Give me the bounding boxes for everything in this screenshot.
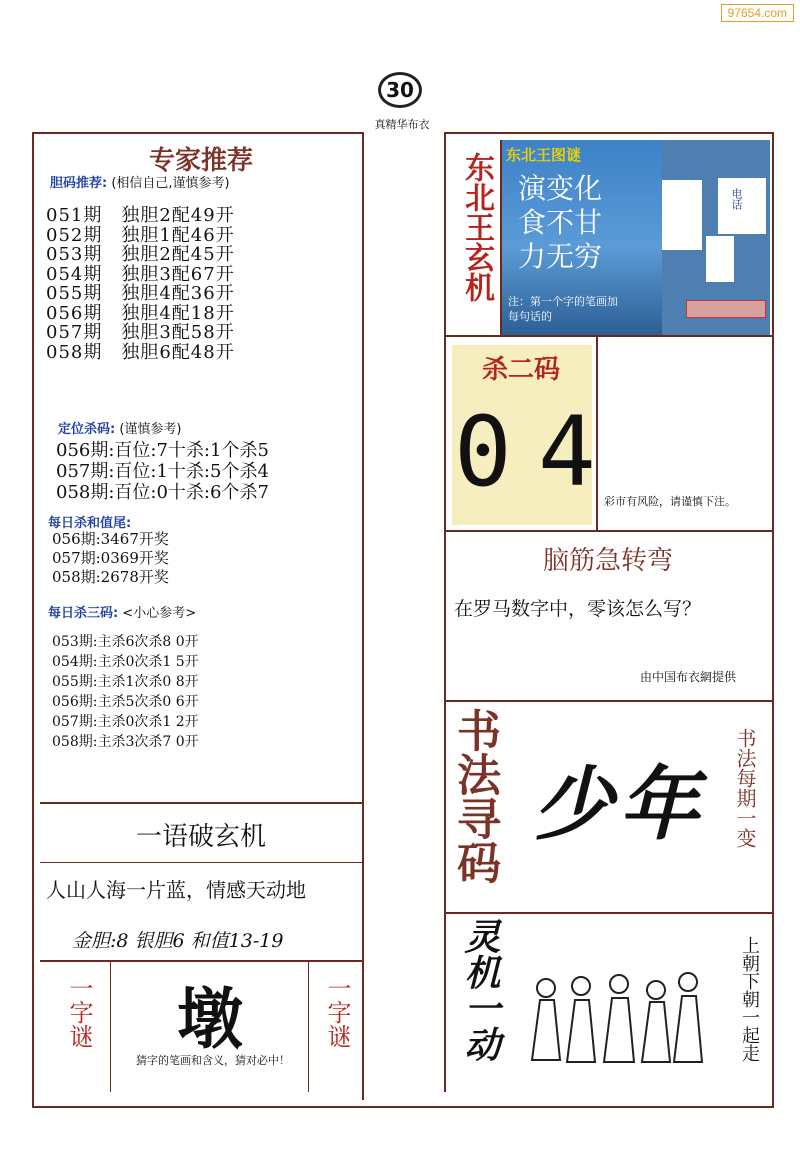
list-item: 055期:主杀1次杀0 8开 [52,674,199,690]
list-item: 053期 独胆2配45开 [46,244,235,265]
list-item: 058期:主杀3次杀7 0开 [52,734,199,750]
list-item: 055期 独胆4配36开 [46,283,235,304]
divider-kill-v [596,337,598,530]
yiyu-text: 人山人海一片蓝，情感天动地 [46,878,306,902]
ne-mask [706,236,734,282]
riddle-label-right: 一字谜 [323,976,351,1048]
list-item: 058期:2678开奖 [52,568,169,586]
ne-poem-line: 食不甘 [518,206,603,239]
divider-riddle-l [110,962,111,1092]
figure-3-head [610,975,628,993]
dan-label: 胆码推荐: [50,176,108,191]
three-list [52,632,199,752]
divider-riddle [40,960,362,962]
kill-label: 定位杀码: [58,422,116,437]
list-item: 056期:百位:7十杀:1个杀5 [56,440,269,461]
list-item: 056期:3467开奖 [52,530,169,548]
kill-two-warn: 彩市有风险，请谨慎下注。 [604,495,736,508]
header-subtitle: 真精华布衣 [374,118,430,131]
riddle-label-left: 一字谜 [65,976,93,1048]
list-item: 054期:主杀0次杀1 5开 [52,654,199,670]
site-badge[interactable]: 97654.com [721,4,794,22]
ne-poem [518,172,602,274]
kill-note: (谨慎参考) [119,422,182,437]
divider-riddle-r [308,962,309,1092]
brain-question: 在罗马数字中，零该怎么写？ [454,598,702,620]
figure-4 [642,1002,670,1062]
figure-2-head [572,977,590,995]
list-item: 051期 独胆2配49开 [46,205,235,226]
calli-side: 书法每期一变 [733,728,757,848]
kill-two-panel [452,345,596,525]
figure-1 [532,1000,560,1060]
ne-banner-right [662,140,770,335]
three-note: <小心参考> [122,606,197,621]
ne-label: 东北王玄机 [459,152,494,302]
ne-banner [502,140,662,335]
logo-seal: 30 [378,72,422,108]
list-item: 058期 独胆6配48开 [46,341,235,363]
divider-kill [444,530,772,532]
frame-right [772,132,774,1108]
frame-top-right [444,132,774,134]
calli-chars: 少年 [533,757,705,851]
ne-poem-line: 演变化 [518,172,603,205]
figure-5-head [679,973,697,991]
kill-two-digit-1: 4 [538,396,596,508]
ne-stamp [686,300,766,318]
figure-4-head [647,981,665,999]
divider-ne [444,335,772,337]
expert-title: 专家推荐 [148,146,253,176]
figure-2 [567,1000,595,1062]
figure-3 [604,998,634,1062]
divider-brain [444,700,772,702]
frame-top-left [32,132,362,134]
riddle-char: 墩 [177,980,243,1058]
list-item: 053期:主杀6次杀8 0开 [52,634,199,650]
kill-header [58,418,182,437]
list-item: 057期:主杀0次杀1 2开 [52,714,199,730]
list-item: 056期 独胆4配18开 [46,302,235,324]
ne-mask [662,180,702,250]
list-item: 057期:百位:1十杀:5个杀4 [56,461,269,482]
divider-expert [40,802,362,804]
list-item: 052期 独胆1配46开 [46,224,235,246]
lingji-side: 上朝下朝一起走 [739,936,760,1062]
list-item: 054期 独胆3配67开 [46,263,235,285]
dan-note: (相信自己,谨慎参考) [111,176,230,191]
kill-two-title: 杀二码 [482,355,561,385]
yiyu-title: 一语破玄机 [135,822,266,852]
sum-list [52,530,169,587]
brain-title: 脑筋急转弯 [542,546,673,576]
list-item: 056期:主杀5次杀0 6开 [52,694,199,710]
lingji-label: 灵机一动 [459,918,501,1062]
divider-calli [444,912,772,914]
brain-credit: 由中国布衣網提供 [640,670,737,684]
figure-5 [674,996,702,1062]
kill-list [56,440,269,503]
ne-banner-title: 东北王图谜 [506,146,582,164]
list-item: 057期 独胆3配58开 [46,322,235,343]
list-item: 058期:百位:0十杀:6个杀7 [56,482,269,503]
list-item: 057期:0369开奖 [52,549,169,567]
three-header [48,602,196,621]
frame-left [32,132,34,1108]
yiyu-gold: 金胆:8 银胆6 和值13-19 [72,930,284,952]
frame-right-col [444,132,446,1092]
ne-poem-line: 力无穷 [518,240,603,273]
riddle-hint: 猜字的笔画和含义，猜对必中！ [136,1054,290,1067]
three-label: 每日杀三码: [48,606,119,621]
frame-bottom [32,1106,774,1108]
calli-label: 书法寻码 [449,708,500,884]
dan-list [46,206,235,362]
kill-two-digit-0: 0 [454,396,512,508]
divider-yiyu [40,862,362,863]
sum-label: 每日杀和值尾: [48,516,132,531]
ne-phone-label: 电话 [730,188,743,210]
dan-header [50,172,230,191]
frame-mid [362,132,364,1100]
figure-1-head [537,979,555,997]
lingji-figures [520,940,720,1080]
ne-note: 注：第一个字的笔画加每句话的 [508,295,618,323]
